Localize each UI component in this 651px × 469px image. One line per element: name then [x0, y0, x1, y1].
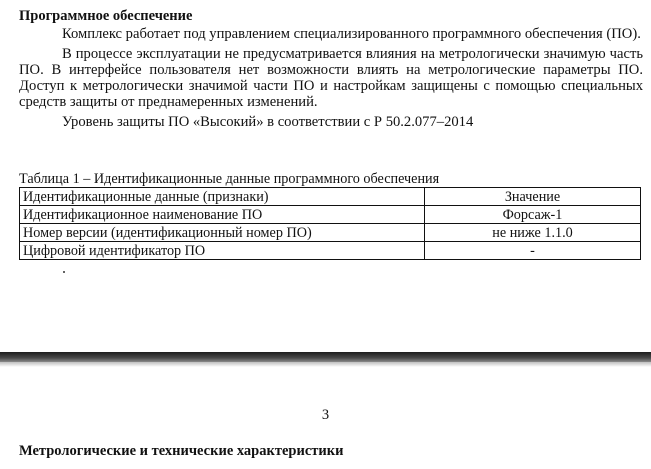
section-heading-metrological: Метрологические и технические характеристики [19, 443, 344, 459]
row-cell-value: - [425, 242, 641, 260]
page-break-bar [0, 352, 651, 362]
table-row [20, 224, 641, 242]
stray-dot [63, 271, 65, 273]
row-cell-name: Цифровой идентификатор ПО [20, 242, 425, 260]
paragraph-1: Комплекс работает под управлением специализированного программного обеспечения (ПО). [62, 26, 641, 42]
table-row [20, 206, 641, 224]
body-text [19, 26, 643, 134]
table-caption: Таблица 1 – Идентификационные данные программного обеспечения [19, 171, 440, 187]
header-cell-value: Значение [425, 188, 641, 206]
page-number: 3 [321, 407, 330, 423]
table-row [20, 242, 641, 260]
paragraph-3: Уровень защиты ПО «Высокий» в соответствии с Р 50.2.077–2014 [62, 114, 474, 130]
row-cell-name: Номер версии (идентификационный номер ПО) [20, 224, 425, 242]
row-cell-value: Форсаж-1 [425, 206, 641, 224]
table-header-row [20, 188, 641, 206]
row-cell-value: не ниже 1.1.0 [425, 224, 641, 242]
header-cell-name: Идентификационные данные (признаки) [20, 188, 425, 206]
identification-table [19, 187, 641, 260]
paragraph-2: В процессе эксплуатации не предусматривается влияния на метрологически значимую часть ПО. В интерфейсе пользователя нет возможности влиять на метрологические параметры ПО. Доступ к метрологически значимой части ПО и настройкам защищены с помощью специальных средств защиты от преднамеренных изменений. [19, 46, 643, 110]
section-heading-software: Программное обеспечение [19, 8, 193, 24]
row-cell-name: Идентификационное наименование ПО [20, 206, 425, 224]
